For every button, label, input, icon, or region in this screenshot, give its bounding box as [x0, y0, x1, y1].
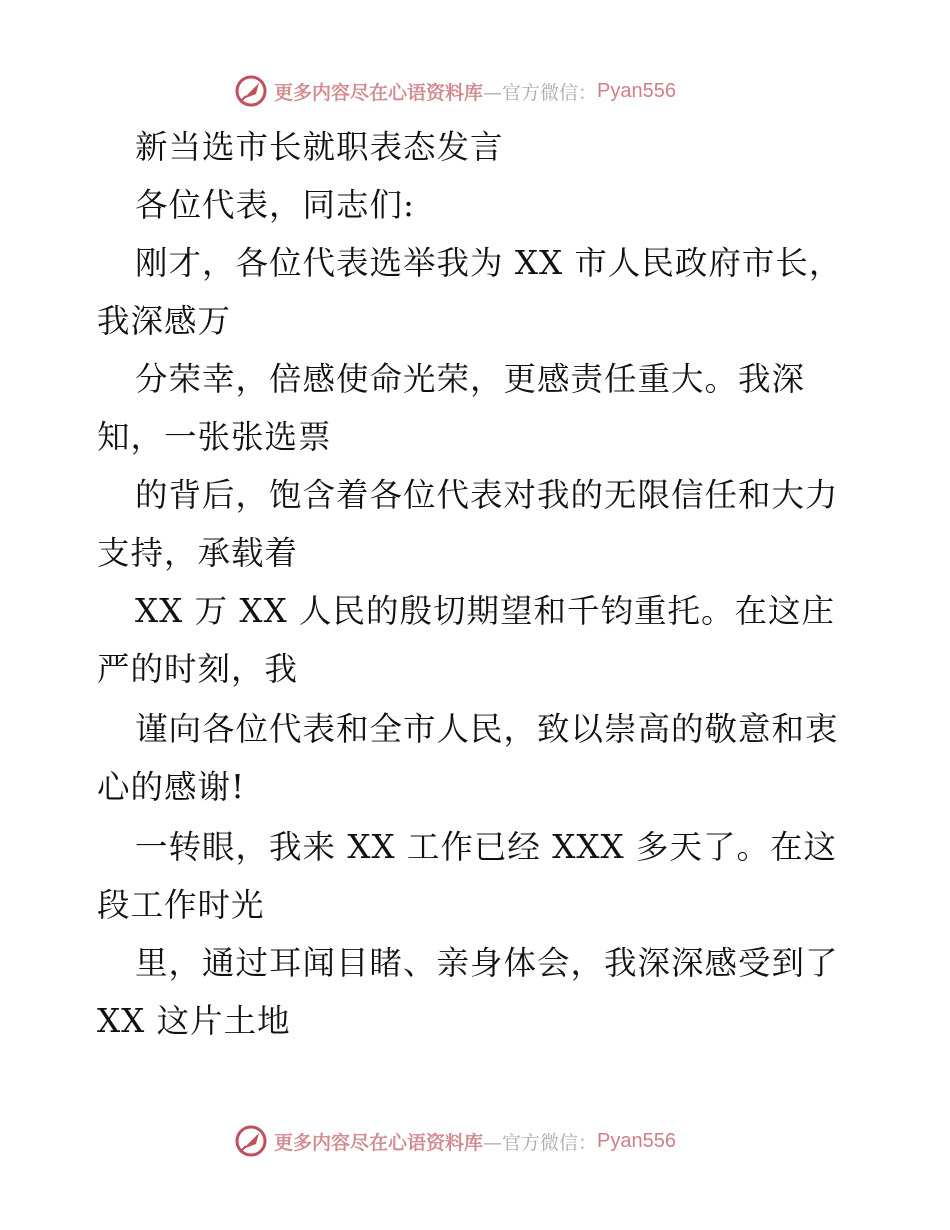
text-line: 我深感万: [97, 302, 232, 340]
salutation: 各位代表，同志们:: [135, 186, 415, 224]
header-watermark: [234, 71, 676, 111]
text-line: 段工作时光: [97, 886, 265, 924]
text-line: XX 万 XX 人民的殷切期望和千钧重托。在这庄: [135, 592, 836, 630]
text-line: XX 这片土地: [97, 1002, 291, 1040]
quill-logo-icon: [234, 74, 268, 108]
text-line: 的背后，饱含着各位代表对我的无限信任和大力: [135, 476, 839, 514]
text-line: 分荣幸，倍感使命光荣，更感责任重大。我深: [135, 360, 806, 398]
watermark-text: 更多内容尽在心语资料库: [274, 81, 484, 104]
watermark-wechat-id: Pyan556: [597, 79, 676, 102]
quill-logo-icon: [234, 1124, 268, 1158]
text-line: 严的时刻，我: [97, 650, 299, 688]
watermark-wechat-label: —官方微信：: [483, 81, 598, 104]
document-title: 新当选市长就职表态发言: [135, 128, 504, 166]
text-line: 谨向各位代表和全市人民，致以崇高的敬意和衷: [135, 710, 839, 748]
watermark-text: 更多内容尽在心语资料库: [274, 1131, 484, 1154]
footer-watermark: [234, 1121, 676, 1161]
text-line: 一转眼，我来 XX 工作已经 XXX 多天了。在这: [135, 828, 838, 866]
watermark-wechat-label: —官方微信：: [483, 1131, 598, 1154]
text-line: 心的感谢!: [97, 768, 246, 806]
text-line: 知，一张张选票: [97, 418, 332, 456]
text-line: 支持，承载着: [97, 534, 299, 572]
text-line: 刚才，各位代表选举我为 XX 市人民政府市长，: [135, 244, 843, 282]
text-line: 里，通过耳闻目睹、亲身体会，我深深感受到了: [135, 944, 839, 982]
watermark-wechat-id: Pyan556: [597, 1129, 676, 1152]
